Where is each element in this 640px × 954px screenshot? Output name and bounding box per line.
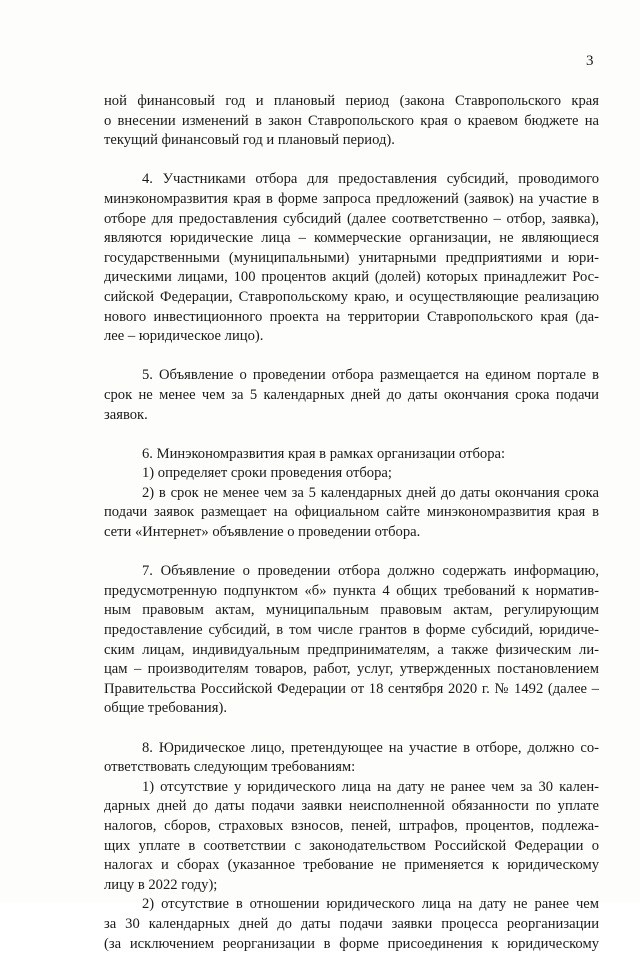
text-line: о внесении изменений в закон Ставропольского края о краевом бюджете на	[104, 112, 599, 129]
text-line: Правительства Российской Федерации от 18 сентября 2020 г. № 1492 (далее –	[104, 680, 599, 697]
document-body	[104, 92, 599, 954]
text-line: ответствовать следующим требованиям:	[104, 759, 356, 776]
text-line: лицу в 2022 году);	[104, 876, 218, 893]
text-line: сийской Федерации, Ставропольскому краю, и осуществляющие реализацию	[104, 288, 599, 305]
text-line: за 30 календарных дней до даты подачи заявки процесса реорганизации	[104, 915, 599, 932]
paragraph-gap	[104, 543, 599, 563]
text-line: являются юридические лица – коммерческие организации, не являющиеся	[104, 230, 599, 247]
text-line: ским лицам, индивидуальным предпринимателям, а также физическим ли-	[104, 641, 599, 658]
text-line: текущий финансовый год и плановый период).	[104, 132, 395, 149]
text-line: дическими лицами, 100 процентов акций (долей) которых принадлежит Рос-	[104, 269, 599, 286]
text-line: сети «Интернет» объявление о проведении отбора.	[104, 524, 421, 541]
text-line: 5. Объявление о проведении отбора размещается на едином портале в	[142, 367, 599, 384]
text-line: предусмотренную подпунктом «б» пункта 4 общих требований к норматив-	[104, 582, 599, 599]
text-line: 6. Минэкономразвития края в рамках организации отбора:	[142, 445, 506, 462]
text-line: ной финансовый год и плановый период (закона Ставропольского края	[104, 93, 599, 109]
text-line: подачи заявок размещает на официальном сайте минэкономразвития края в	[104, 504, 599, 521]
paragraph-gap	[104, 719, 599, 739]
text-line: 1) отсутствие у юридического лица на дату не ранее чем за 30 кален-	[142, 778, 599, 795]
text-line: налогах и сборах (указанное требование не применяется к юридическому	[104, 857, 599, 874]
paragraph-gap	[104, 347, 599, 367]
text-line: предоставление субсидий, в том числе грантов в форме субсидий, юридиче-	[104, 622, 599, 639]
text-line: заявок.	[104, 406, 148, 423]
text-line: дарных дней до даты подачи заявки неисполненной обязанности по уплате	[104, 798, 599, 815]
text-line: 7. Объявление о проведении отбора должно содержать информацию,	[142, 563, 599, 580]
text-line: нового инвестиционного проекта на территории Ставропольского края (да-	[104, 308, 599, 325]
text-line: отборе для предоставления субсидий (далее соответственно – отбор, заявка),	[104, 210, 599, 227]
text-line: минэкономразвития края в форме запроса предложений (заявок) на участие в	[104, 190, 599, 207]
text-line: ным правовым актам, муниципальным правовым актам, регулирующим	[104, 602, 599, 619]
text-line: государственными (муниципальными) унитарными предприятиями и юри-	[104, 249, 599, 266]
text-line: налогов, сборов, страховых взносов, пеней, штрафов, процентов, подлежа-	[104, 817, 599, 834]
page-number: 3	[586, 53, 594, 69]
paragraph-gap	[104, 151, 599, 171]
text-line: (за исключением реорганизации в форме присоединения к юридическому	[104, 935, 599, 952]
text-line: лее – юридическое лицо).	[104, 328, 264, 345]
text-line: щих уплате в соответствии с законодательством Российской Федерации о	[104, 837, 599, 854]
text-line: цам – производителям товаров, работ, услуг, утвержденных постановлением	[104, 661, 599, 678]
text-line: 2) отсутствие в отношении юридического лица на дату не ранее чем	[142, 896, 599, 913]
text-line: 2) в срок не менее чем за 5 календарных дней до даты окончания срока	[142, 484, 599, 501]
text-line: 8. Юридическое лицо, претендующее на участие в отборе, должно со-	[142, 739, 599, 756]
text-line: 4. Участниками отбора для предоставления субсидий, проводимого	[142, 171, 599, 188]
paragraph-gap	[104, 425, 599, 445]
text-line: 1) определяет сроки проведения отбора;	[142, 465, 392, 482]
text-line: общие требования).	[104, 700, 227, 717]
text-line: срок не менее чем за 5 календарных дней до даты окончания срока подачи	[104, 386, 599, 403]
